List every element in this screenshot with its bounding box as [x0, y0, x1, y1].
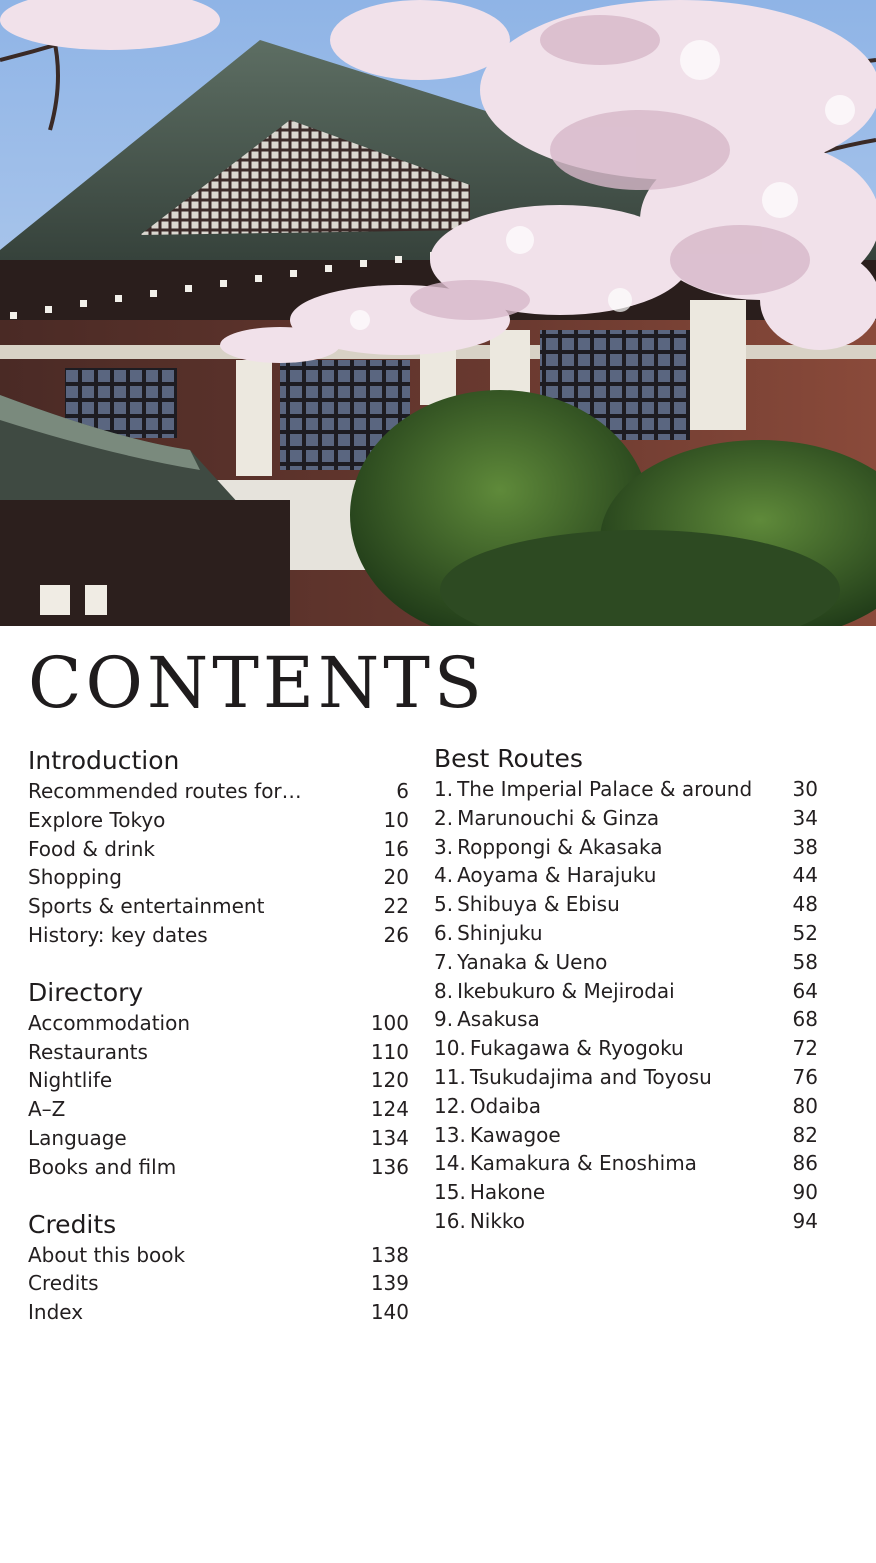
entry-page: 110	[370, 1039, 409, 1064]
entry-label: Shopping	[28, 865, 122, 890]
hero-photo-temple-cherry-blossoms	[0, 0, 876, 626]
route-number: 3.	[434, 834, 454, 859]
entry-label	[434, 890, 620, 919]
toc-entry[interactable]	[28, 892, 409, 921]
route-entry[interactable]	[434, 1034, 818, 1063]
entry-label: Accommodation	[28, 1010, 191, 1035]
entry-page: 136	[370, 1154, 409, 1179]
route-entry[interactable]	[434, 1149, 818, 1178]
route-name: Shibuya & Ebisu	[457, 892, 620, 917]
entry-label	[434, 948, 607, 977]
entry-page: 138	[370, 1242, 409, 1267]
route-name: Tsukudajima and Toyosu	[469, 1064, 712, 1089]
route-number: 8.	[434, 978, 454, 1003]
route-number: 1.	[434, 777, 454, 801]
entry-label: Explore Tokyo	[28, 807, 166, 832]
section-best-routes	[434, 745, 818, 1236]
route-entry[interactable]	[434, 1207, 818, 1236]
entry-label: Language	[28, 1125, 127, 1150]
toc-entry[interactable]	[28, 863, 409, 892]
route-name: The Imperial Palace & around	[457, 777, 753, 801]
entry-label: About this book	[28, 1242, 186, 1267]
entry-label	[434, 804, 659, 833]
entry-page: 10	[383, 807, 409, 832]
route-entry[interactable]	[434, 833, 818, 862]
entry-label	[434, 1092, 541, 1121]
toc-entry[interactable]	[28, 1269, 409, 1298]
route-number: 10.	[434, 1036, 466, 1061]
entry-label	[434, 861, 656, 890]
entry-label	[434, 1149, 697, 1178]
toc-entry[interactable]	[28, 777, 409, 806]
entry-label	[434, 1178, 545, 1207]
entry-label: Index	[28, 1300, 84, 1325]
route-entry[interactable]	[434, 1121, 818, 1150]
toc-entry[interactable]	[28, 1038, 409, 1067]
toc-entry[interactable]	[28, 1124, 409, 1153]
route-number: 5.	[434, 892, 454, 917]
entry-page: 64	[792, 978, 818, 1003]
route-name: Odaiba	[469, 1093, 542, 1118]
toc-entry[interactable]	[28, 1298, 409, 1327]
entry-page: 68	[792, 1007, 818, 1032]
entry-page: 139	[370, 1271, 409, 1296]
route-entry[interactable]	[434, 861, 818, 890]
route-entry[interactable]	[434, 775, 818, 804]
entry-page: 134	[370, 1125, 409, 1150]
route-number: 15.	[434, 1180, 466, 1205]
entry-label	[434, 919, 543, 948]
entry-page: 20	[383, 865, 409, 890]
route-entry[interactable]	[434, 948, 818, 977]
entry-label	[434, 1034, 684, 1063]
entry-label	[434, 1005, 540, 1034]
route-entry[interactable]	[434, 1063, 818, 1092]
section-heading: Directory	[28, 977, 144, 1007]
section-credits	[28, 1209, 409, 1327]
entry-label: History: key dates	[28, 922, 208, 947]
route-name: Fukagawa & Ryogoku	[469, 1036, 684, 1061]
entry-page: 72	[792, 1036, 818, 1061]
entry-label: A–Z	[28, 1097, 66, 1122]
route-entry[interactable]	[434, 919, 818, 948]
route-number: 14.	[434, 1151, 466, 1176]
entry-page: 94	[792, 1208, 818, 1233]
route-number: 13.	[434, 1122, 466, 1147]
toc-entry[interactable]	[28, 1009, 409, 1038]
section-directory	[28, 977, 409, 1182]
entry-page: 86	[792, 1151, 818, 1176]
route-number: 7.	[434, 949, 454, 974]
route-name: Hakone	[469, 1180, 546, 1205]
route-entry[interactable]	[434, 1178, 818, 1207]
route-number: 16.	[434, 1208, 466, 1233]
route-name: Nikko	[469, 1208, 526, 1233]
route-entry[interactable]	[434, 804, 818, 833]
entry-label: Recommended routes for…	[28, 779, 302, 803]
route-name: Kawagoe	[469, 1122, 561, 1147]
entry-page: 34	[792, 805, 818, 830]
section-heading: Credits	[28, 1209, 117, 1239]
entry-page: 80	[792, 1093, 818, 1118]
right-column	[434, 745, 818, 1236]
route-entry[interactable]	[434, 890, 818, 919]
route-number: 11.	[434, 1064, 466, 1089]
entry-page: 100	[370, 1010, 409, 1035]
route-number: 2.	[434, 805, 454, 830]
route-name: Aoyama & Harajuku	[457, 863, 657, 888]
route-entry[interactable]	[434, 977, 818, 1006]
toc-entry[interactable]	[28, 1241, 409, 1270]
toc-entry[interactable]	[28, 835, 409, 864]
entry-page: 22	[383, 894, 409, 919]
section-heading: Best Routes	[434, 744, 583, 773]
entry-label	[434, 833, 663, 862]
entry-page: 76	[792, 1064, 818, 1089]
route-number: 12.	[434, 1093, 466, 1118]
entry-page: 16	[383, 836, 409, 861]
entry-page: 30	[792, 777, 818, 801]
entry-page: 26	[383, 922, 409, 947]
entry-page: 44	[792, 863, 818, 888]
entry-page: 82	[792, 1122, 818, 1147]
entry-page: 58	[792, 949, 818, 974]
entry-label	[434, 775, 752, 804]
toc-entry[interactable]	[28, 1095, 409, 1124]
route-number: 6.	[434, 920, 454, 945]
entry-label: Sports & entertainment	[28, 894, 265, 919]
route-name: Asakusa	[457, 1007, 540, 1032]
entry-page: 90	[792, 1180, 818, 1205]
entry-label	[434, 977, 675, 1006]
toc-entry[interactable]	[28, 806, 409, 835]
toc-entry[interactable]	[28, 1066, 409, 1095]
toc-entry[interactable]	[28, 921, 409, 950]
entry-label: Food & drink	[28, 836, 156, 861]
route-name: Marunouchi & Ginza	[457, 805, 660, 830]
entry-page: 52	[792, 920, 818, 945]
entry-label: Credits	[28, 1271, 99, 1296]
entry-label	[434, 1207, 525, 1236]
entry-page: 124	[370, 1097, 409, 1122]
entry-page: 120	[370, 1068, 409, 1093]
route-entry[interactable]	[434, 1092, 818, 1121]
entry-label: Nightlife	[28, 1068, 113, 1093]
left-column	[28, 745, 409, 1327]
route-name: Shinjuku	[457, 920, 543, 945]
entry-page: 6	[396, 779, 409, 803]
entry-label	[434, 1063, 712, 1092]
entry-page: 48	[792, 892, 818, 917]
route-name: Roppongi & Akasaka	[457, 834, 663, 859]
contents-title: CONTENTS	[28, 642, 486, 724]
toc-entry[interactable]	[28, 1153, 409, 1182]
route-name: Kamakura & Enoshima	[469, 1151, 697, 1176]
entry-label: Books and film	[28, 1154, 177, 1179]
entry-label: Restaurants	[28, 1039, 148, 1064]
route-entry[interactable]	[434, 1005, 818, 1034]
route-number: 9.	[434, 1007, 454, 1032]
section-introduction	[28, 745, 409, 950]
entry-page: 38	[792, 834, 818, 859]
route-name: Yanaka & Ueno	[457, 949, 608, 974]
entry-page: 140	[370, 1300, 409, 1325]
entry-label	[434, 1121, 561, 1150]
section-heading: Introduction	[28, 746, 180, 775]
route-number: 4.	[434, 863, 454, 888]
route-name: Ikebukuro & Mejirodai	[457, 978, 675, 1003]
